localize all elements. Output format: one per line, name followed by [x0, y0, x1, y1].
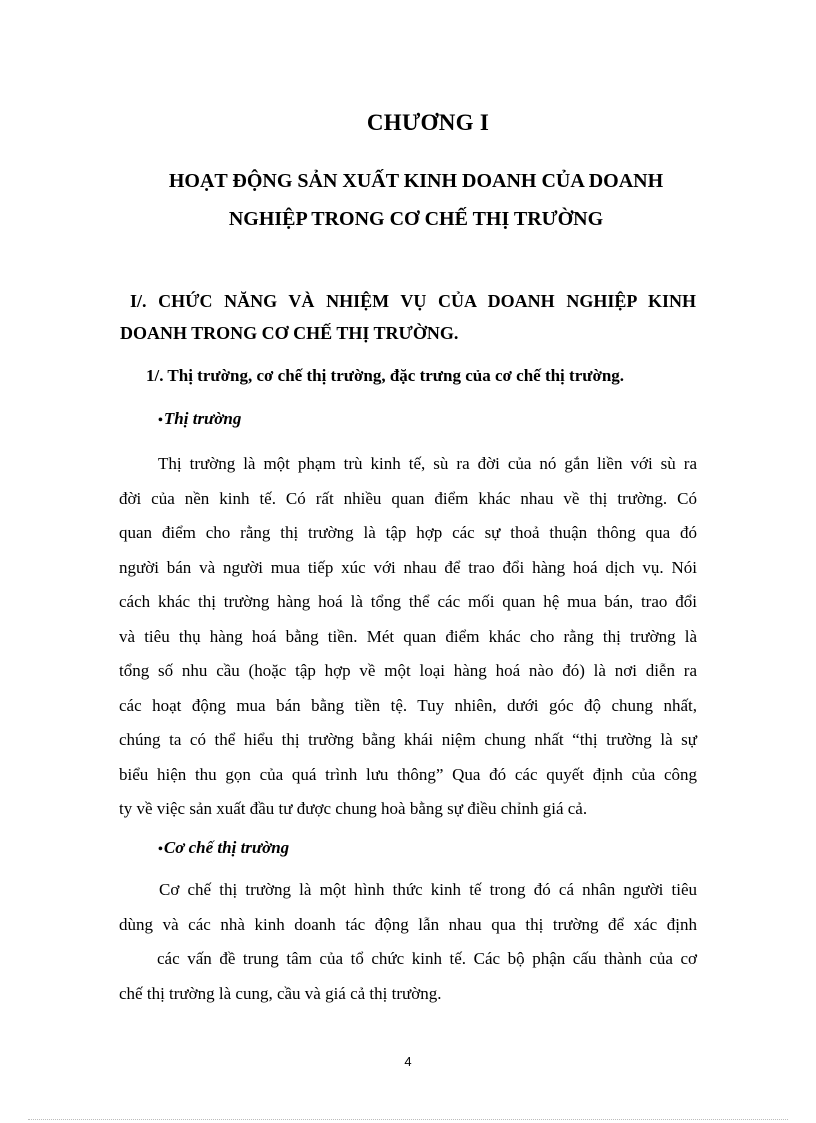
paragraph-line: người bán và người mua tiếp xúc với nhau để trao đổi hàng hoá dịch vụ. Nói	[119, 557, 697, 577]
bullet-icon: •	[158, 413, 163, 428]
subsection-heading: 1/. Thị trường, cơ chế thị trường, đặc trưng của cơ chế thị trường.	[146, 366, 625, 385]
body-paragraph	[119, 873, 697, 1011]
paragraph-line: Cơ chế thị trường là một hình thức kinh tế trong đó cá nhân người tiêu	[159, 880, 697, 899]
section-heading-line: I/. CHỨC NĂNG VÀ NHIỆM VỤ CỦA DOANH NGHIỆP KINH	[130, 291, 696, 311]
paragraph-line: các hoạt động mua bán bằng tiền tệ. Tuy nhiên, dưới góc độ chung nhất,	[119, 695, 697, 715]
paragraph-line: Thị trường là một phạm trù kinh tế, sù ra đời của nó gắn liền với sù ra	[158, 454, 697, 473]
paragraph-line: đời của nền kinh tế. Có rất nhiều quan điểm khác nhau về thị trường. Có	[119, 488, 697, 508]
paragraph-line: các vấn đề trung tâm của tổ chức kinh tế. Các bộ phận cấu thành của cơ	[157, 949, 697, 968]
page-bottom-divider	[28, 1119, 788, 1120]
bullet-title: Thị trường	[163, 409, 242, 428]
paragraph-line: chúng ta có thể hiểu thị trường bằng khái niệm chung nhất “thị trường là sự	[119, 730, 697, 749]
paragraph-line: cách khác thị trường hàng hoá là tổng thể các mối quan hệ mua bán, trao đổi	[119, 592, 697, 611]
paragraph-line: ty về việc sản xuất đầu tư được chung hoà bằng sự điều chỉnh giá cả.	[119, 799, 588, 818]
section-heading-line: DOANH TRONG CƠ CHẾ THỊ TRƯỜNG.	[120, 323, 459, 343]
chapter-title	[8, 162, 816, 238]
page-number: 4	[404, 1054, 412, 1069]
paragraph-line: dùng và các nhà kinh doanh tác động lẫn nhau qua thị trường để xác định	[119, 914, 697, 934]
section-heading	[120, 285, 696, 349]
paragraph-line: chế thị trường là cung, cầu và giá cả thị trường.	[119, 983, 442, 1003]
paragraph-line: tổng số nhu cầu (hoặc tập hợp về một loại hàng hoá nào đó) là nơi diễn ra	[119, 661, 697, 680]
chapter-title-line: HOẠT ĐỘNG SẢN XUẤT KINH DOANH CỦA DOANH	[168, 170, 664, 192]
chapter-title-line: NGHIỆP TRONG CƠ CHẾ THỊ TRƯỜNG	[228, 208, 604, 230]
paragraph-line: quan điểm cho rằng thị trường là tập hợp các sự thoả thuận thông qua đó	[119, 523, 697, 542]
chapter-heading: CHƯƠNG I	[366, 110, 490, 135]
paragraph-line: và tiêu thụ hàng hoá bằng tiền. Mét quan điểm khác cho rằng thị trường là	[119, 626, 697, 646]
body-paragraph	[119, 447, 697, 827]
bullet-title: Cơ chế thị trường	[163, 838, 290, 857]
bullet-heading	[158, 405, 241, 435]
bullet-icon: •	[158, 842, 163, 857]
bullet-heading	[158, 834, 289, 864]
paragraph-line: biểu hiện thu gọn của quá trình lưu thông” Qua đó các quyết định của công	[119, 764, 697, 784]
